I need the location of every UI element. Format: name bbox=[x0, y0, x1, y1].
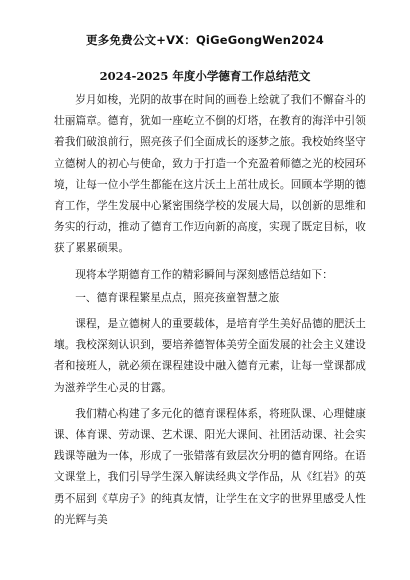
paragraph-curriculum: 课程，是立德树人的重要载体，是培育学生美好品德的肥沃土壤。我校深刻认识到，要培养德智体美劳全面发展的社会主义建设者和接班人，就必须在课程建设中融入德育元素，让每一堂课都成为滋养学生心灵的甘露。 bbox=[54, 318, 366, 394]
document-title: 2024-2025 年度小学德育工作总结范文 bbox=[99, 69, 311, 83]
paragraph-intro: 岁月如梭，光阴的故事在时间的画卷上绘就了我们不懈奋斗的壮丽篇章。德育，犹如一座屹立不倒的灯塔，在教育的海洋中引领着我们破浪前行，照亮孩子们全面成长的逐梦之旅。我校始终坚守立德树人的初心与使命，致力于打造一个充盈着师德之光的校园环境，让每一位小学生都能在这片沃土上茁壮成长。回顾本学期的德育工作，学生发展中心紧密围绕学校的发展大局，以创新的思维和务实的行动，推动了德育工作迈向新的高度，实现了既定目标，收获了累累硕果。 bbox=[54, 94, 366, 255]
paragraph-summary-lead: 现将本学期德育工作的精彩瞬间与深刻感悟总结如下： bbox=[75, 268, 334, 281]
document-body bbox=[54, 90, 366, 531]
section-heading-1: 一、德育课程繁星点点，照亮孩童智慧之旅 bbox=[75, 291, 280, 304]
paragraph-system: 我们精心构建了多元化的德育课程体系，将班队课、心理健康课、体育课、劳动课、艺术课、阳光大课间、社团活动课、社会实践课等融为一体，形成了一张错落有致层次分明的德育网络。在语文课堂上，我们引导学生深入解读经典文学作品，从《红岩》的英勇不屈到《草房子》的纯真友情，让学生在文字的世界里感受人性的光辉与美 bbox=[54, 407, 366, 526]
header-note: 更多免费公文+VX：QiGeGongWen2024 bbox=[86, 33, 324, 47]
